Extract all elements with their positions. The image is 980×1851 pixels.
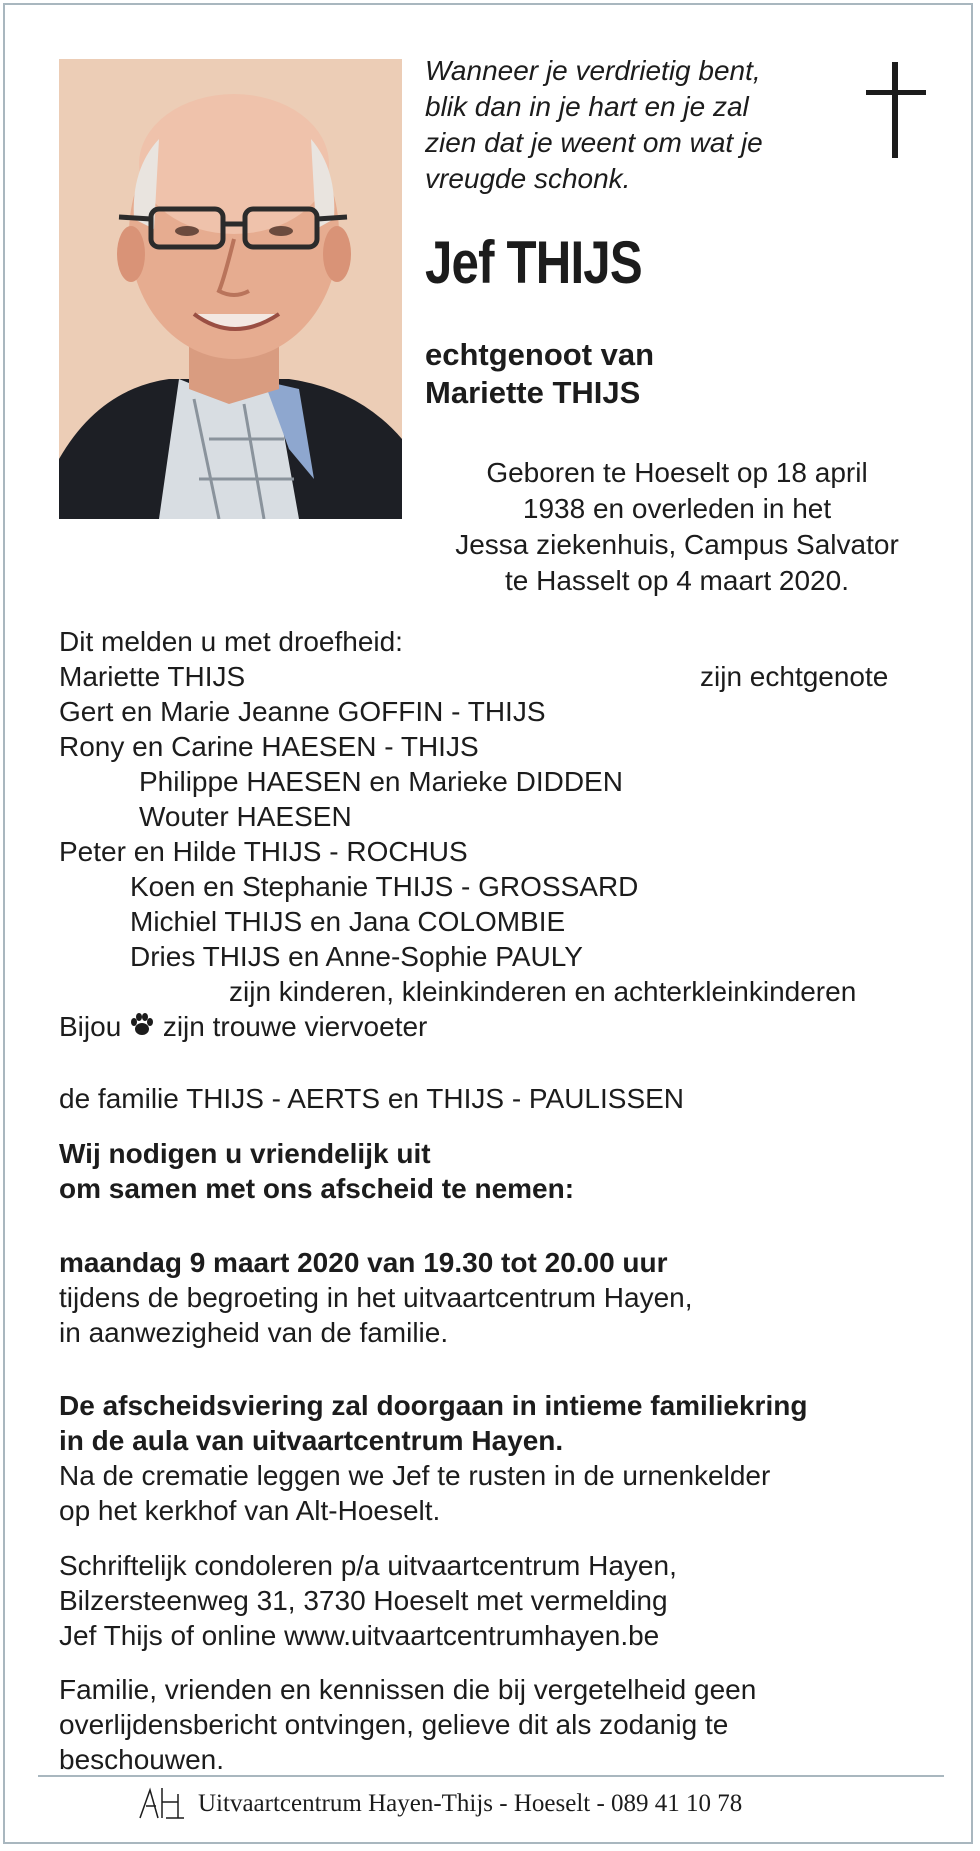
poem-line: Wanneer je verdrietig bent, [425,55,761,86]
family-pet [59,1009,427,1044]
spouse-line: Mariette THIJS [425,375,641,410]
ceremony-line: op het kerkhof van Alt-Hoeselt. [59,1495,441,1526]
family-line: Wouter HAESEN [139,801,352,832]
deceased-name: Jef THIJS [425,229,642,296]
poem [425,53,815,197]
ceremony-bold: De afscheidsviering zal doorgaan in intieme familiekring [59,1390,808,1421]
family-line: Koen en Stephanie THIJS - GROSSARD [130,871,639,902]
family-spouse-name: Mariette THIJS [59,661,246,692]
cross-icon [866,62,926,158]
pet-role: zijn trouwe viervoeter [162,1011,428,1042]
notice-line: overlijdensbericht ontvingen, gelieve dit als zodanig te [59,1709,729,1740]
family-children-role: zijn kinderen, kleinkinderen en achterkleinkinderen [229,976,857,1007]
spouse-line: echtgenoot van [425,337,655,372]
family-extended: de familie THIJS - AERTS en THIJS - PAULISSEN [59,1083,685,1114]
family-line: Rony en Carine HAESEN - THIJS [59,731,479,762]
footer-divider [38,1775,944,1777]
visit-line: tijdens de begroeting in het uitvaartcentrum Hayen, [59,1282,693,1313]
visit-when: maandag 9 maart 2020 van 19.30 tot 20.00 uur [59,1247,668,1278]
notice-line: beschouwen. [59,1744,225,1775]
born-line: Jessa ziekenhuis, Campus Salvator [455,529,899,560]
visit-line: in aanwezigheid van de familie. [59,1317,449,1348]
invite-line: Wij nodigen u vriendelijk uit [59,1138,431,1169]
born-line: 1938 en overleden in het [522,493,832,524]
ceremony-line: Na de crematie leggen we Jef te rusten in de urnenkelder [59,1460,771,1491]
poem-line: zien dat je weent om wat je [425,127,763,158]
funeral-home-logo-icon [138,1784,186,1822]
invite-line: om samen met ons afscheid te nemen: [59,1173,575,1204]
family-spouse-role: zijn echtgenote [700,661,889,692]
notice-line: Familie, vrienden en kennissen die bij vergetelheid geen [59,1674,757,1705]
footer-text: Uitvaartcentrum Hayen-Thijs - Hoeselt - 089 41 10 78 [198,1790,743,1817]
pet-name: Bijou [59,1011,122,1042]
condolence-line: Bilzersteenweg 31, 3730 Hoeselt met vermelding [59,1585,668,1616]
condolence-line: Jef Thijs of online www.uitvaartcentrumhayen.be [59,1620,660,1651]
family-intro: Dit melden u met droefheid: [59,626,403,657]
family-line: Peter en Hilde THIJS - ROCHUS [59,836,468,867]
poem-line: blik dan in je hart en je zal [425,91,749,122]
born-line: Geboren te Hoeselt op 18 april [486,457,868,488]
portrait-photo [59,59,402,519]
birth-death-info [412,455,942,599]
family-line: Gert en Marie Jeanne GOFFIN - THIJS [59,696,546,727]
paw-icon [129,1012,155,1038]
born-line: te Hasselt op 4 maart 2020. [505,565,849,596]
family-line: Michiel THIJS en Jana COLOMBIE [130,906,566,937]
ceremony-bold: in de aula van uitvaartcentrum Hayen. [59,1425,564,1456]
spouse-block [425,336,654,412]
family-line: Dries THIJS en Anne-Sophie PAULY [130,941,583,972]
condolence-line: Schriftelijk condoleren p/a uitvaartcentrum Hayen, [59,1550,677,1581]
poem-line: vreugde schonk. [425,163,631,194]
family-line: Philippe HAESEN en Marieke DIDDEN [139,766,623,797]
